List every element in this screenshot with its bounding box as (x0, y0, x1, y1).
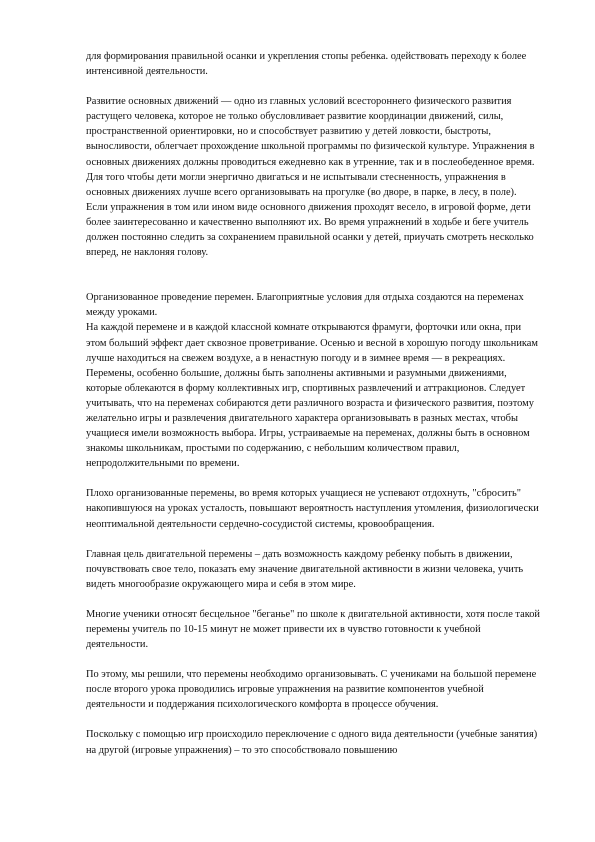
document-body (86, 49, 544, 758)
paragraph-4: На каждой перемене и в каждой классной комнате открываются фрамуги, форточки или окна, при этом больший эффект дает сквозное проветривание. Осенью и весной в хорошую погоду школьникам лучше находиться на свежем воздухе, а в ненастную погоду и в зимнее время — в рекреациях. (86, 322, 538, 364)
paragraph-5: Перемены, особенно большие, должны быть заполнены активными и разумными движениями, которые облекаются в форму коллективных игр, спортивных развлечений и аттракционов. Следует учитывать, что на переменах собираются дети различного возраста и физического развития, поэтому желательно игры и развлечения двигательного характера организовывать в разных местах, чтобы учащиеся имели возможность выбора. Игры, устраиваемые на переменах, должны быть в основном знакомы школьникам, простыми по содержанию, с небольшим количеством правил, непродолжительными по времени. (86, 367, 534, 470)
paragraph-8: Многие ученики относят бесцельное "беганье" по школе к двигательной активности, хотя после такой перемены учитель по 10-15 минут не может привести их в чувство готовности к учебной деятельности. (86, 608, 540, 651)
paragraph-3: Организованное проведение перемен. Благоприятные условия для отдыха создаются на переменах между уроками. (86, 292, 524, 319)
paragraph-0: для формирования правильной осанки и укрепления стопы ребенка. одействовать переходу к более интенсивной деятельности. (86, 51, 527, 78)
paragraph-gap (86, 592, 544, 607)
section-gap (86, 260, 544, 290)
paragraph-gap (86, 79, 544, 94)
paragraph-gap (86, 532, 544, 547)
paragraph-7: Главная цель двигательной перемены – дать возможность каждому ребенку побыть в движении, почувствовать свое тело, показать ему значение двигательной активности в жизни человека, учить видеть многообразие окружающего мира и себя в этом мире. (86, 548, 524, 590)
paragraph-1: Развитие основных движений — одно из главных условий всестороннего физического развития растущего человека, которое не только обусловливает развитие координации движений, силы, пространственной ориентировки, но и способствует развитию у детей ловкости, быстроты, выносливости, облегчает прохождение школьной программы по физической культуре. Упражнения в основных движениях должны проводиться ежедневно как в утренние, так и в послеобеденное время. Для того чтобы дети могли энергично двигаться и не испытывали стесненность, упражнения в основных движениях лучше всего организовывать на прогулке (во дворе, в парке, в лесу, в поле). (86, 96, 535, 198)
paragraph-gap (86, 652, 544, 667)
paragraph-10: Поскольку с помощью игр происходило переключение с одного вида деятельности (учебные занятия) на другой (игровые упражнения) – то это способствовало повышению (86, 729, 538, 756)
paragraph-6: Плохо организованные перемены, во время которых учащиеся не успевают отдохнуть, "сбросить" накопившуюся на уроках усталость, повышают вероятность наступления утомления, физиологически неоптимальной деятельности сердечно-сосудистой системы, кровообращения. (86, 488, 539, 530)
paragraph-gap (86, 471, 544, 486)
paragraph-9: По этому, мы решили, что перемены необходимо организовывать. С учениками на большой перемене после второго урока проводились игровые упражнения на развитие компонентов учебной деятельности и поддержания психологического комфорта в процессе обучения. (86, 669, 537, 711)
paragraph-2: Если упражнения в том или ином виде основного движения проходят весело, в игровой форме, дети более заинтересованно и качественно выполняют их. Во время упражнений в ходьбе и беге учитель должен постоянно следить за сохранением правильной осанки у детей, приучать смотреть несколько вперед, не наклоняя голову. (86, 201, 534, 259)
paragraph-gap (86, 712, 544, 727)
